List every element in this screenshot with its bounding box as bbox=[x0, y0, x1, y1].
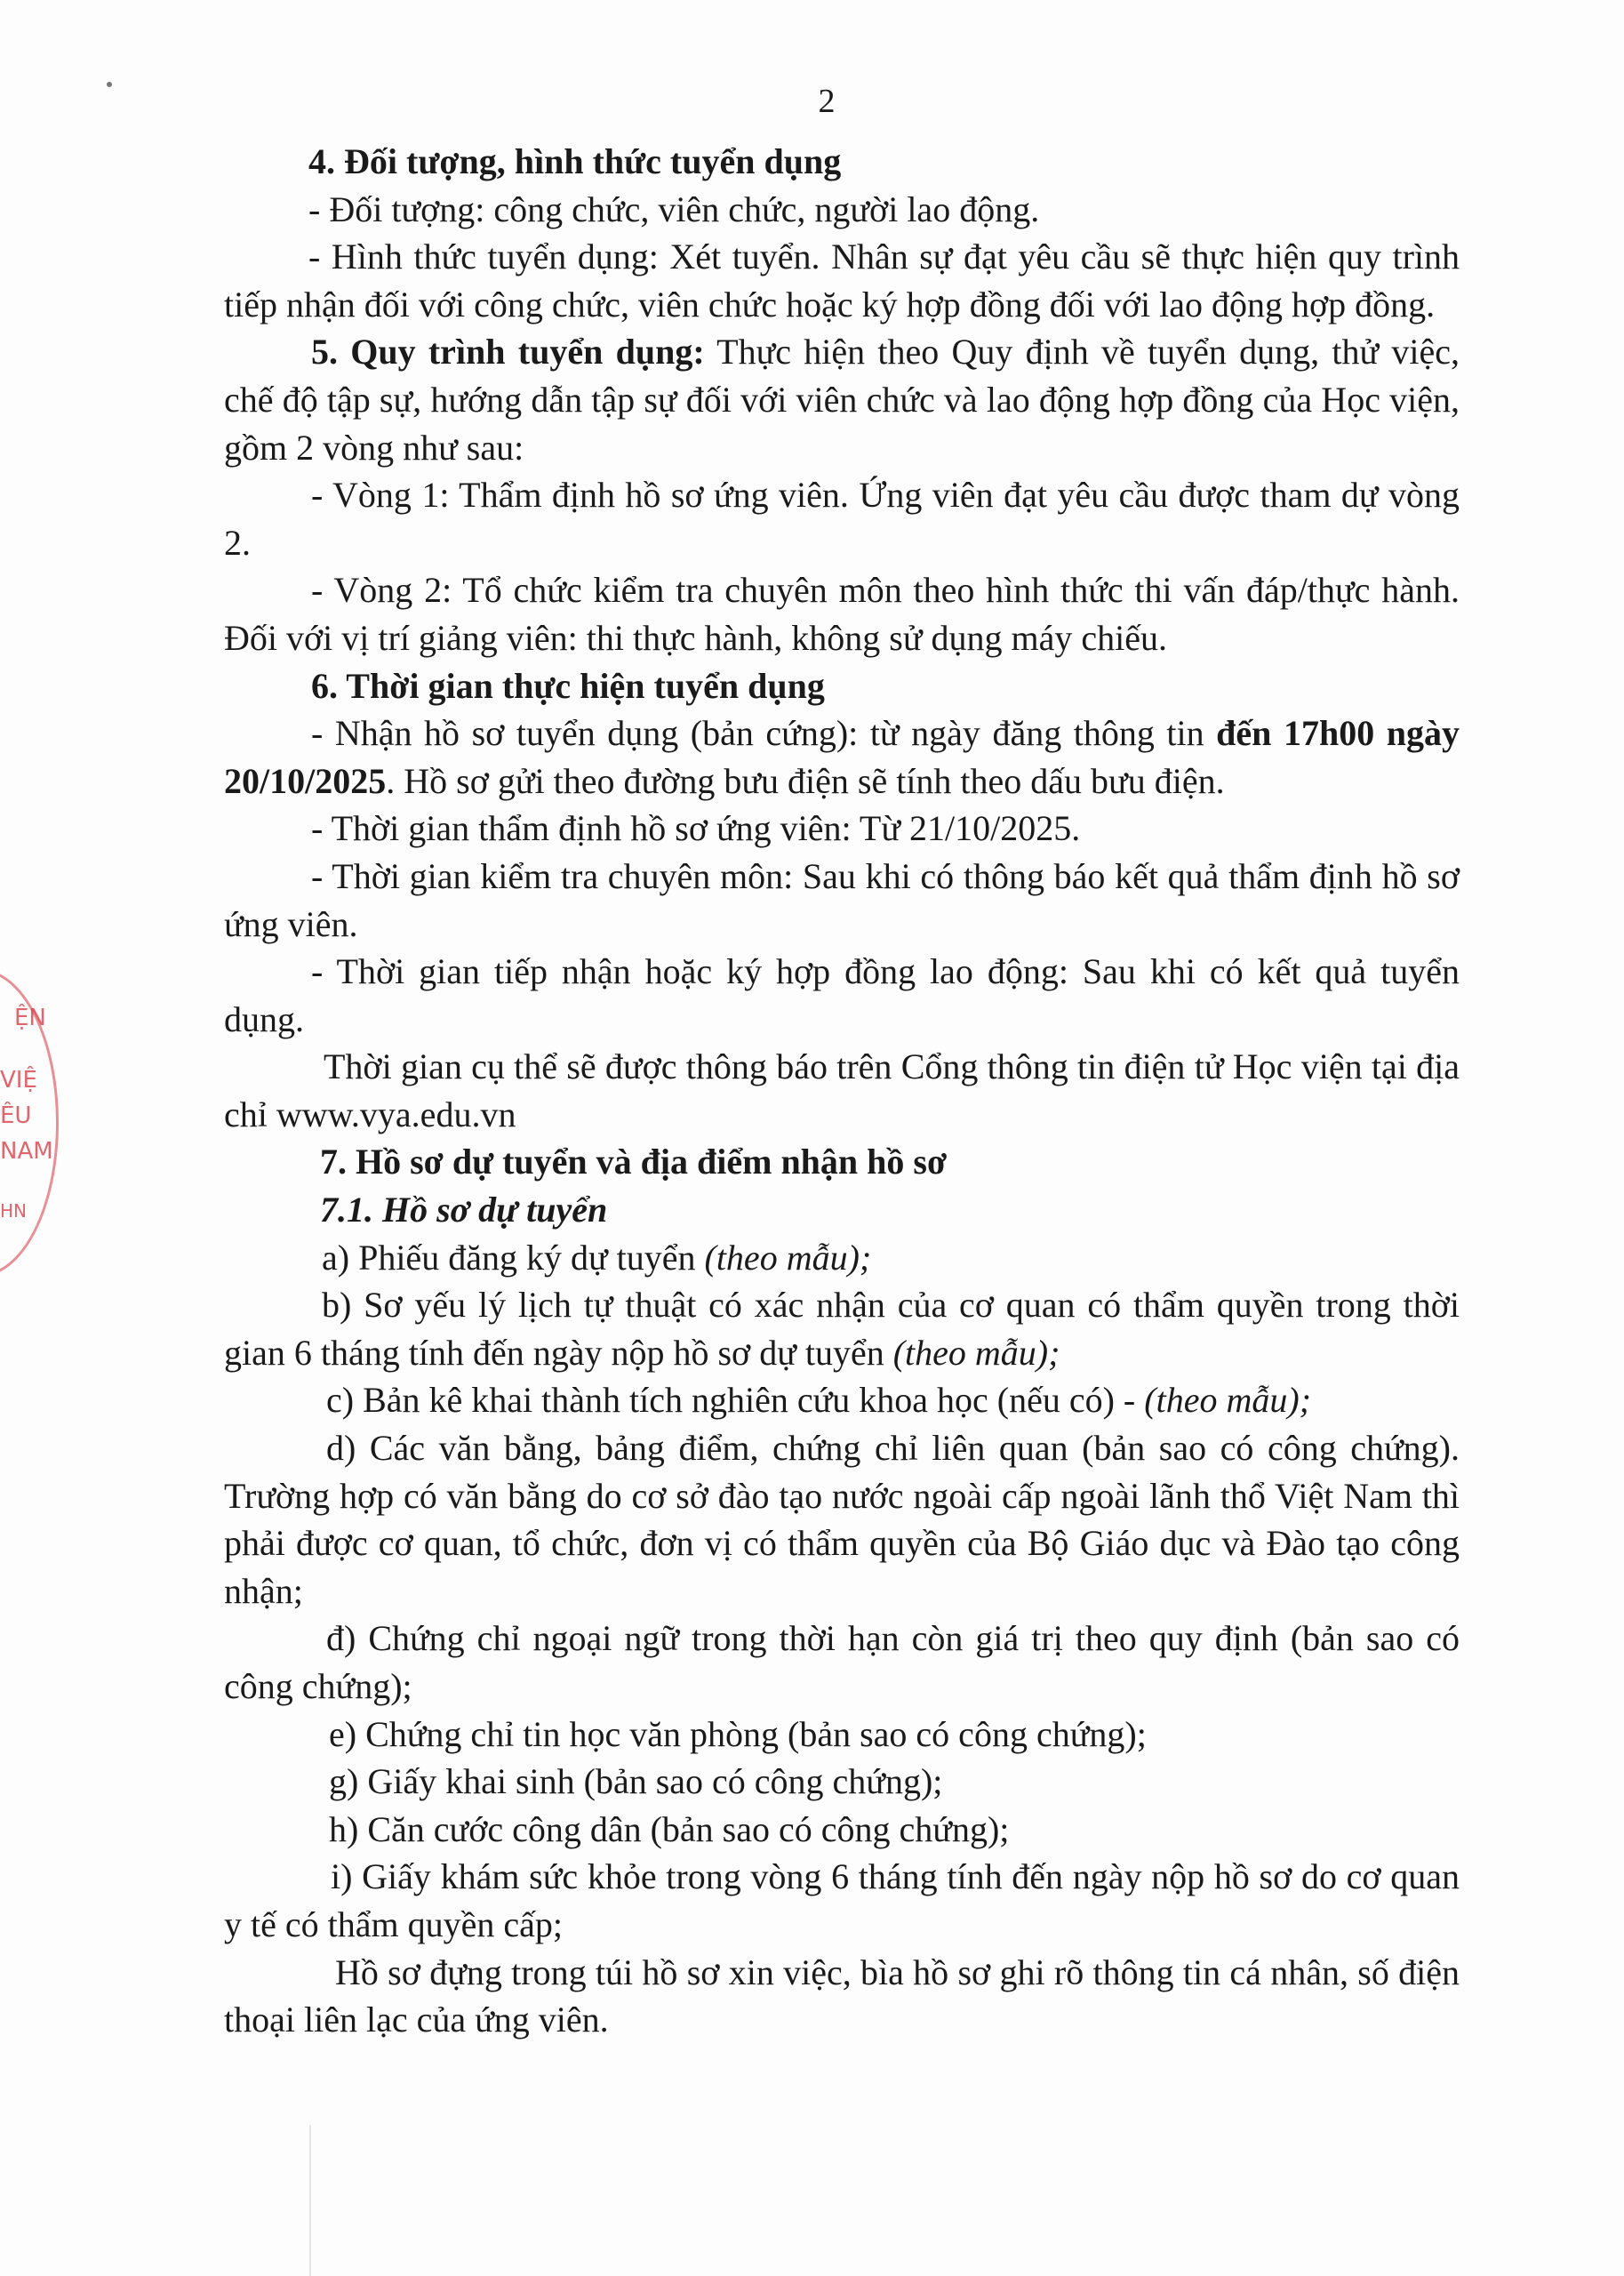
list-item-note: (theo mẫu); bbox=[892, 1332, 1060, 1373]
section-5-intro: Thực hiện theo Quy định về tuyển dụng, thử việc, chế độ tập sự, hướng dẫn tập sự đối với viên chức và lao động hợp đồng của Học viện, gồm 2 vòng như sau: bbox=[224, 332, 1460, 468]
document-list-item bbox=[224, 1376, 1460, 1424]
section-6-paragraph: - Thời gian kiểm tra chuyên môn: Sau khi có thông báo kết quả thẩm định hồ sơ ứng viên. bbox=[224, 855, 1460, 944]
section-6-paragraph: - Thời gian tiếp nhận hoặc ký hợp đồng lao động: Sau khi có kết quả tuyển dụng. bbox=[224, 951, 1460, 1039]
document-list-item: đ) Chứng chỉ ngoại ngữ trong thời hạn còn giá trị theo quy định (bản sao có công chứng); bbox=[224, 1618, 1460, 1706]
section-6-paragraph bbox=[224, 709, 1460, 805]
section-5-round-1: - Vòng 1: Thẩm định hồ sơ ứng viên. Ứng viên đạt yêu cầu được tham dự vòng 2. bbox=[224, 475, 1460, 563]
closing-paragraph: Hồ sơ đựng trong túi hồ sơ xin việc, bìa hồ sơ ghi rõ thông tin cá nhân, số điện thoại liên lạc của ứng viên. bbox=[224, 1951, 1460, 2040]
seal-text: ỆN bbox=[14, 1005, 46, 1031]
seal-text: HN bbox=[0, 1200, 27, 1222]
document-body bbox=[224, 138, 1460, 2044]
section-6-text: . Hồ sơ gửi theo đường bưu điện sẽ tính theo dấu bưu điện. bbox=[386, 760, 1225, 801]
section-5-paragraph bbox=[224, 328, 1460, 471]
section-5-round-2: - Vòng 2: Tổ chức kiểm tra chuyên môn theo hình thức thi vấn đáp/thực hành. Đối với vị trí giảng viên: thi thực hành, không sử dụng máy chiếu. bbox=[224, 570, 1460, 658]
section-6-paragraph: Thời gian cụ thể sẽ được thông báo trên Cổng thông tin điện tử Học viện tại địa chỉ www.vya.edu.vn bbox=[224, 1046, 1460, 1134]
list-item-note: (theo mẫu); bbox=[1144, 1380, 1311, 1421]
list-item-text: a) Phiếu đăng ký dự tuyển bbox=[322, 1237, 705, 1278]
document-list-item: e) Chứng chỉ tin học văn phòng (bản sao có công chứng); bbox=[329, 1713, 1147, 1754]
section-4-heading: 4. Đối tượng, hình thức tuyển dụng bbox=[308, 141, 842, 181]
document-list-item: d) Các văn bằng, bảng điểm, chứng chỉ liên quan (bản sao có công chứng). Trường hợp có văn bằng do cơ sở đào tạo nước ngoài cấp ngoài lãnh thổ Việt Nam thì phải được cơ quan, tổ chức, đơn vị có thẩm quyền của Bộ Giáo dục và Đào tạo công nhận; bbox=[224, 1428, 1460, 1611]
deadline-text: đến 17h00 ngày 20/10/2025 bbox=[224, 713, 1460, 801]
seal-text: ÊU bbox=[0, 1102, 32, 1129]
list-item-text: c) Bản kê khai thành tích nghiên cứu khoa học (nếu có) - bbox=[326, 1380, 1145, 1421]
document-list-item: i) Giấy khám sức khỏe trong vòng 6 tháng tính đến ngày nộp hồ sơ do cơ quan y tế có thẩm quyền cấp; bbox=[224, 1856, 1460, 1944]
list-item-text: b) Sơ yếu lý lịch tự thuật có xác nhận của cơ quan có thẩm quyền trong thời gian 6 tháng tính đến ngày nộp hồ sơ dự tuyển bbox=[224, 1285, 1460, 1373]
section-6-heading: 6. Thời gian thực hiện tuyển dụng bbox=[311, 665, 825, 706]
page-number: 2 bbox=[818, 83, 836, 120]
document-list-item: h) Căn cước công dân (bản sao có công chứng); bbox=[329, 1808, 1010, 1849]
section-4-paragraph: - Hình thức tuyển dụng: Xét tuyển. Nhân sự đạt yêu cầu sẽ thực hiện quy trình tiếp nhận đối với công chức, viên chức hoặc ký hợp đồng đối với lao động hợp đồng. bbox=[224, 236, 1460, 325]
section-6-text: - Nhận hồ sơ tuyển dụng (bản cứng): từ ngày đăng thông tin bbox=[311, 713, 1217, 754]
section-5-heading: 5. Quy trình tuyển dụng: bbox=[311, 332, 705, 373]
document-list-item bbox=[224, 1234, 1460, 1282]
section-6-paragraph: - Thời gian thẩm định hồ sơ ứng viên: Từ 21/10/2025. bbox=[311, 808, 1081, 849]
document-list-item: g) Giấy khai sinh (bản sao có công chứng); bbox=[329, 1761, 943, 1802]
section-7-heading: 7. Hồ sơ dự tuyển và địa điểm nhận hồ sơ bbox=[320, 1142, 948, 1182]
section-7-1-heading: 7.1. Hồ sơ dự tuyển bbox=[320, 1190, 608, 1230]
scan-edge-line bbox=[309, 2125, 311, 2276]
seal-text: NAM bbox=[0, 1138, 53, 1165]
red-seal-fragment bbox=[0, 969, 89, 1271]
seal-text: VIỆ bbox=[0, 1067, 37, 1094]
section-4-paragraph: - Đối tượng: công chức, viên chức, người lao động. bbox=[308, 188, 1040, 229]
document-list-item bbox=[224, 1281, 1460, 1376]
list-item-note: (theo mẫu); bbox=[704, 1237, 872, 1278]
